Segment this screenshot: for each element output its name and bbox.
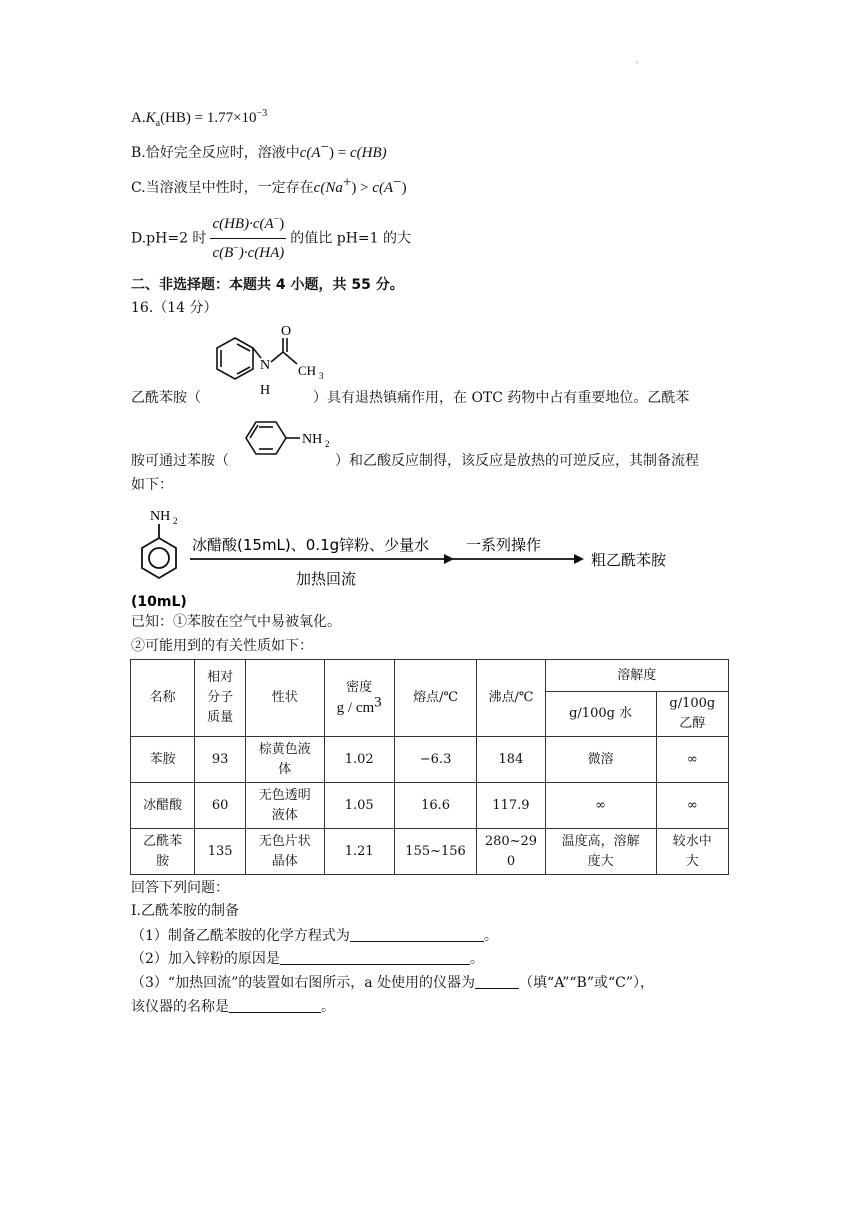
answer-blank[interactable] bbox=[475, 974, 519, 989]
intro-line-2: 胺可通过苯胺（ ）和乙酸反应制得，该反应是放热的可逆反应，其制备流程 bbox=[131, 453, 699, 469]
answer-blank[interactable] bbox=[280, 950, 470, 965]
header-density: 密度 g / $cm^3$ bbox=[324, 660, 394, 737]
table-row: 苯胺 93 棕黄色液 体 1.02 −6.3 184 微溶 ∞ bbox=[131, 737, 729, 783]
answer-prompt: 回答下列问题： bbox=[131, 880, 229, 896]
known-1: 已知：①苯胺在空气中易被氧化。 bbox=[131, 614, 341, 630]
header-state: 性状 bbox=[246, 660, 324, 737]
page-mark: ' bbox=[636, 60, 639, 69]
properties-table bbox=[130, 659, 729, 875]
svg-text:NH: NH bbox=[302, 432, 323, 447]
header-sol-ethanol: g/100g 乙醇 bbox=[656, 692, 728, 737]
intro-line-3: 如下： bbox=[131, 477, 173, 493]
sub-question-3: （3）“加热回流”的装置如右图所示，a 处使用的仪器为 （填“A”“B”或“C”）， bbox=[131, 975, 655, 991]
header-name: 名称 bbox=[131, 660, 195, 737]
svg-text:N: N bbox=[260, 358, 271, 373]
svg-text:3: 3 bbox=[319, 371, 324, 381]
section-title: 二、非选择题：本题共 4 小题，共 55 分。 bbox=[131, 277, 404, 293]
known-2: ②可能用到的有关性质如下： bbox=[131, 638, 313, 654]
header-solubility: 溶解度 bbox=[545, 660, 728, 692]
header-mass: 相对 分子 质量 bbox=[195, 660, 246, 737]
table-row: 乙酰苯 胺 135 无色片状 晶体 1.21 155~156 280~29 0 温度高，溶解 度大 较水中 大 bbox=[131, 829, 729, 875]
header-sol-water: g/100g 水 bbox=[545, 692, 656, 737]
svg-text:2: 2 bbox=[173, 516, 178, 526]
svg-text:冰醋酸(15mL)、0.1g锌粉、少量水: 冰醋酸(15mL)、0.1g锌粉、少量水 bbox=[192, 536, 430, 554]
svg-text:CH: CH bbox=[298, 363, 317, 378]
preparation-flow bbox=[128, 500, 688, 612]
sub-question-2: （2）加入锌粉的原因是 。 bbox=[131, 951, 484, 967]
question-header: 16.（14 分） bbox=[131, 300, 218, 316]
svg-text:加热回流: 加热回流 bbox=[296, 570, 357, 588]
svg-text:粗乙酰苯胺: 粗乙酰苯胺 bbox=[591, 551, 667, 569]
part-1-title: I.乙酰苯胺的制备 bbox=[131, 903, 239, 919]
answer-blank[interactable] bbox=[350, 927, 484, 942]
fraction: $\frac{c(HB)\cdot c(A^-)}{c(B^-)\cdot c(HA)}$ bbox=[212, 214, 285, 261]
table-row: 冰醋酸 60 无色透明 液体 1.05 16.6 117.9 ∞ ∞ bbox=[131, 783, 729, 829]
option-d: D.pH=2 时 $\frac{c(HB)\cdot c(A^-)}{c(B^-)\cdot c(HA)}$ 的值比 pH=1 的大 bbox=[131, 212, 411, 265]
svg-text:NH: NH bbox=[150, 509, 171, 524]
intro-line-1: 乙酰苯胺（ ）具有退热镇痛作用，在 OTC 药物中占有重要地位。乙酰苯 bbox=[131, 390, 690, 406]
svg-text:2: 2 bbox=[325, 439, 330, 449]
sub-question-1: （1）制备乙酰苯胺的化学方程式为 。 bbox=[131, 928, 498, 944]
option-c: C.当溶液呈中性时，一定存在c(Na+) > c(A−) bbox=[131, 174, 407, 196]
option-b: B.恰好完全反应时，溶液中c(A−) = c(HB) bbox=[131, 139, 387, 161]
svg-text:(10mL): (10mL) bbox=[131, 594, 187, 610]
answer-blank[interactable] bbox=[229, 998, 321, 1013]
option-a: $A.K_a(HB) = 1.77\times 10^{-3}$ bbox=[131, 108, 268, 129]
header-mp: 熔点/℃ bbox=[394, 660, 477, 737]
header-bp: 沸点/℃ bbox=[477, 660, 545, 737]
svg-text:H: H bbox=[260, 383, 271, 398]
svg-text:O: O bbox=[281, 324, 292, 339]
svg-text:一系列操作: 一系列操作 bbox=[466, 536, 542, 554]
sub-question-3-cont: 该仪器的名称是 。 bbox=[131, 999, 335, 1015]
